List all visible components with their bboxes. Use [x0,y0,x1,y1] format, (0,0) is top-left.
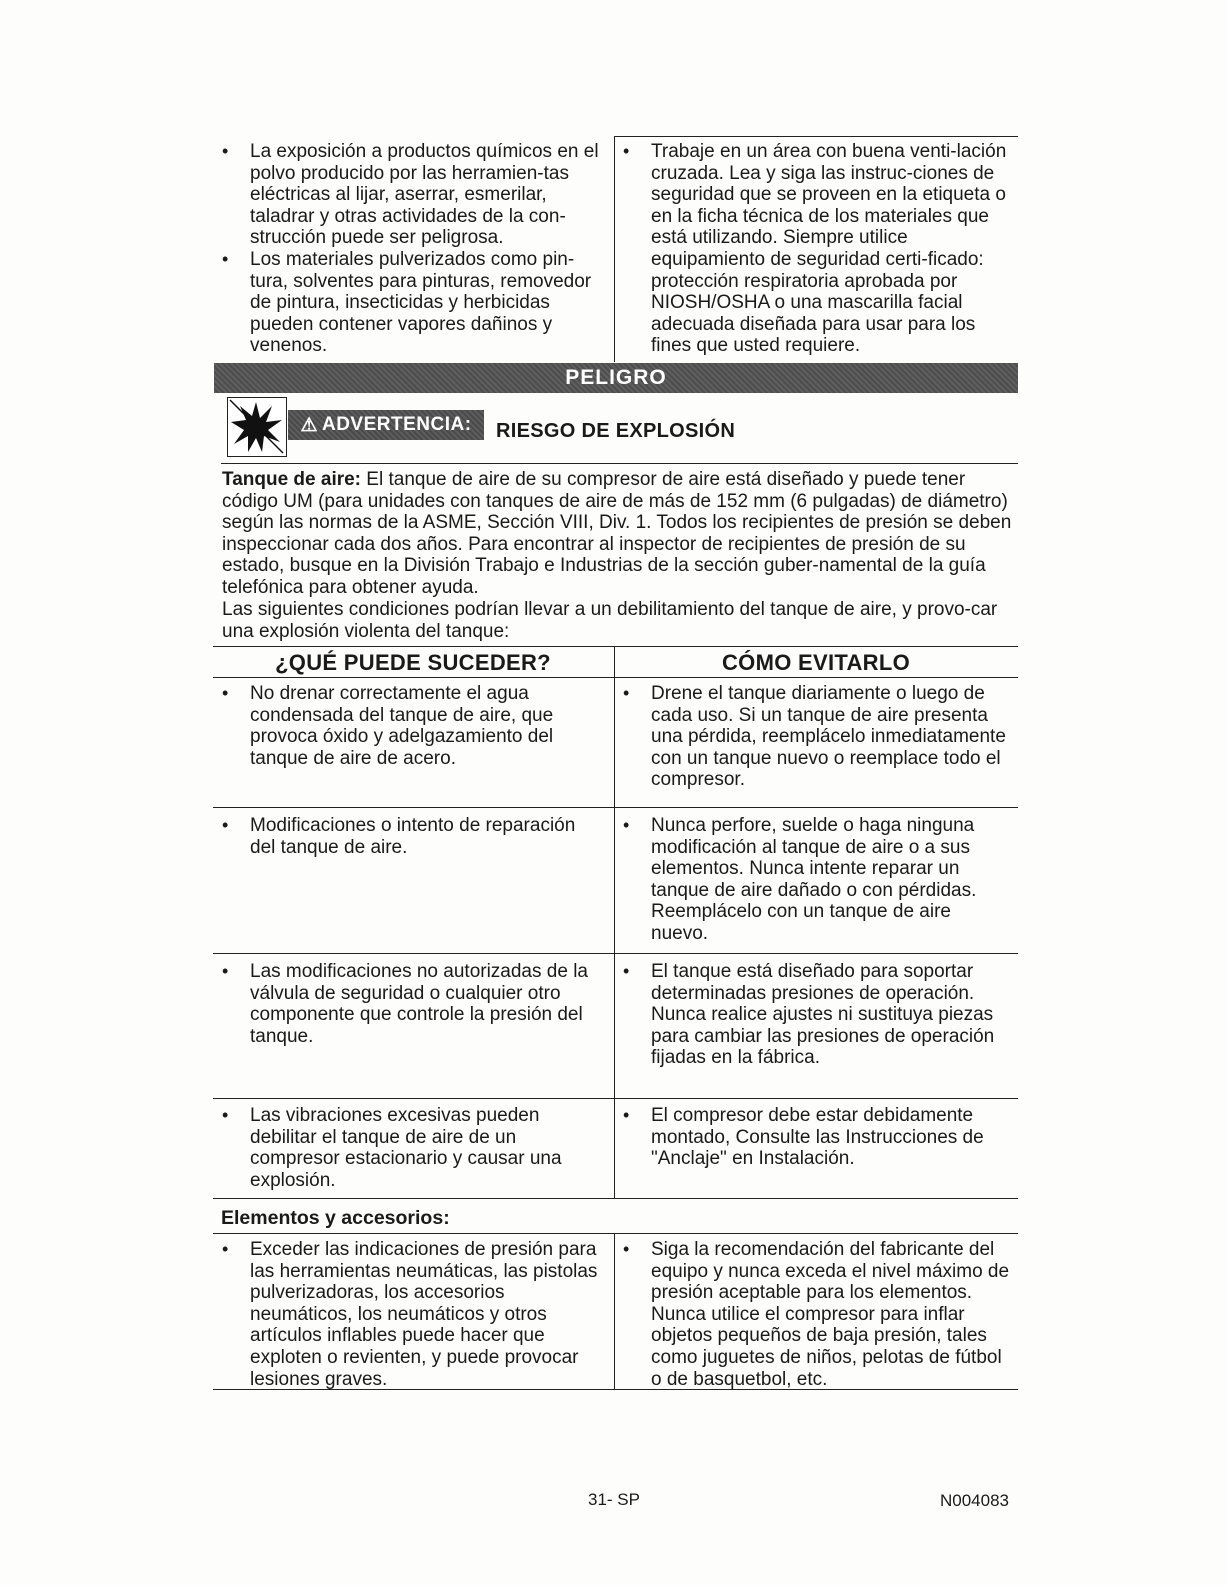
table-row-how [614,683,1010,791]
list-item: • No drenar correctamente el agua condensada del tanque de aire, que provoca óxido y adelgazamiento del tanque de aire de acero. [213,683,603,769]
accessories-what [213,1239,603,1390]
list-item: • La exposición a productos químicos en el polvo producido por las herramien-tas eléctricas al lijar, aserrar, esmerilar, taladrar y otras actividades de la con-strucción puede ser peligrosa. [213,141,603,249]
accessories-how [614,1239,1012,1390]
list-item: • El compresor debe estar debidamente montado, Consulte las Instrucciones de "Anclaje" en Instalación. [614,1105,1010,1170]
table-row-how [614,961,1010,1069]
top-left-column [213,141,603,357]
table-row-rule [213,1098,1018,1099]
table-row-rule [213,953,1018,954]
document-code: N004083 [940,1491,1010,1510]
table-row-how [614,815,1010,945]
list-item: • El tanque está diseñado para soportar determinadas presiones de operación. Nunca realice ajustes ni sustituya piezas para cambiar las presiones de operación fijadas en la fábrica. [614,961,1010,1069]
table-row-what [213,961,603,1047]
table-top-rule [213,646,1018,647]
table-header-how: CÓMO EVITARLO [721,650,911,675]
warning-label-box [288,410,484,440]
table-row-what [213,683,603,769]
list-item: • Nunca perfore, suelde o haga ninguna modificación al tanque de aire o a sus elementos. Nunca intente reparar un tanque de aire dañado o con pérdidas. Reemplácelo con un tanque de aire nuevo. [614,815,1010,945]
list-item: • Exceder las indicaciones de presión para las herramientas neumáticas, las pistolas pulverizadoras, los accesorios neumáticos, los neumáticos y otros artículos inflables puede hacer que exploten o revienten, y puede provocar lesiones graves. [213,1239,603,1390]
warning-title: RIESGO DE EXPLOSIÓN [496,420,736,442]
accessories-bottom-rule [213,1389,1018,1390]
table-row-how [614,1105,1010,1170]
banner-title: PELIGRO [565,366,667,389]
list-item: • Las vibraciones excesivas pueden debilitar el tanque de aire de un compresor estacionario y causar una explosión. [213,1105,603,1191]
list-item: • Siga la recomendación del fabricante del equipo y nunca exceda el nivel máximo de presión aceptable para los elementos. Nunca utilice el compresor para inflar objetos pequeños de baja presión, tales como juguetes de niños, pelotas de fútbol o de basquetbol, etc. [614,1239,1012,1390]
list-item: • Drene el tanque diariamente o luego de cada uso. Si un tanque de aire presenta una pérdida, reemplácelo inmediatamente con un tanque nuevo o reemplace todo el compresor. [614,683,1010,791]
warning-label: ADVERTENCIA: [321,414,472,435]
warning-rule [221,463,1018,464]
danger-banner [214,363,1018,393]
intro-text: El tanque de aire de su compresor de aire está diseñado y puede tener código UM (para unidades con tanques de aire de más de 152 mm (6 pulgadas) de diámetro) según las normas de la ASME, Sección VIII, Div. 1. Todos los recipientes de presión se deben inspeccionar cada dos años. Para encontrar al inspector de recipientes de presión de su estado, busque en la División Trabajo e Industrias de la sección guber-namental de la guía telefónica para obtener ayuda. [222,469,1012,598]
top-rule [614,136,1018,137]
intro-lead: Tanque de aire: [222,469,362,490]
explosion-icon [227,397,287,457]
intro-paragraph [222,469,1017,599]
table-row-rule [213,807,1018,808]
table-row-rule [213,1198,1018,1199]
list-item: • Las modificaciones no autorizadas de la válvula de seguridad o cualquier otro componente que controle la presión del tanque. [213,961,603,1047]
table-header-what: ¿QUÉ PUEDE SUCEDER? [275,650,551,675]
accessories-rule [213,1233,1018,1234]
list-item: • Modificaciones o intento de reparación del tanque de aire. [213,815,603,858]
list-item: • Trabaje en un área con buena venti-lación cruzada. Lea y siga las instruc-ciones de seguridad que se proveen en la etiqueta o en la ficha técnica de los materiales que está utilizando. Siempre utilice equipamiento de seguridad certi-ficado: protección respiratoria aprobada por NIOSH/OSHA o una mascarilla facial adecuada diseñada para usar para los fines que usted requiere. [614,141,1010,357]
table-header-rule [213,677,1018,678]
intro-paragraph-2: Las siguientes condiciones podrían llevar a un debilitamiento del tanque de aire, y provo-car una explosión violenta del tanque: [222,599,998,642]
page-number: 31- SP [588,1490,640,1509]
top-right-column [614,141,1010,357]
accessories-title: Elementos y accesorios: [221,1207,450,1229]
table-row-what [213,815,603,858]
warning-triangle-icon: ⚠ [300,414,318,436]
list-item: • Los materiales pulverizados como pin-tura, solventes para pinturas, removedor de pintura, insecticidas y herbicidas pueden contener vapores dañinos y venenos. [213,249,603,357]
table-row-what [213,1105,603,1191]
